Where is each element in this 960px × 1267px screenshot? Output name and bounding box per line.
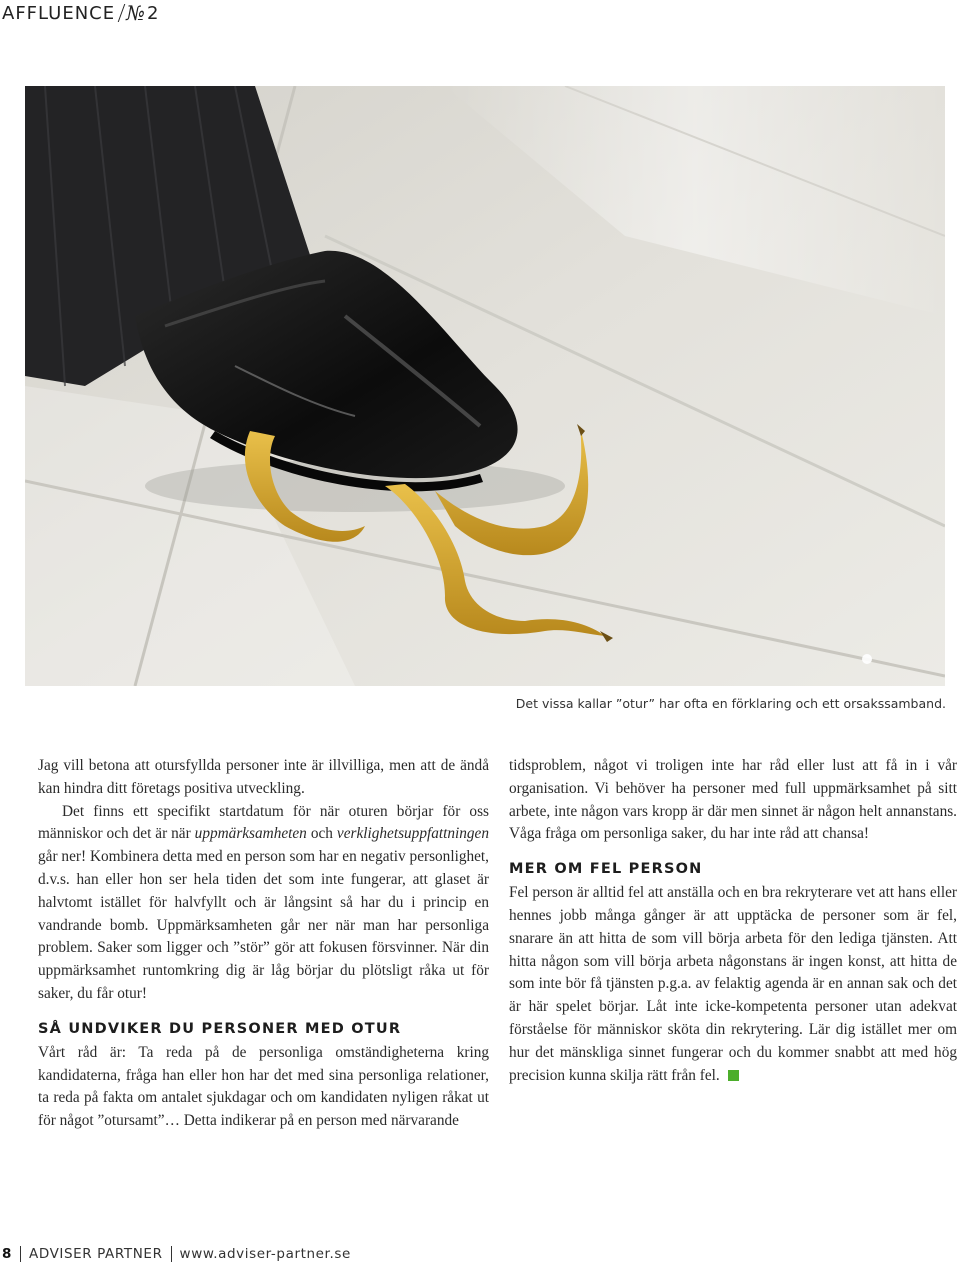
page-footer — [2, 1246, 351, 1262]
publication-name: ADVISER PARTNER — [29, 1246, 163, 1262]
emphasis-perception: verklighetsuppfattningen — [336, 825, 489, 843]
issue-number: 2 — [147, 2, 160, 24]
paragraph-continuation: tidsproblem, något vi troligen inte har råd eller lust att få in i vår organisation. Vi behöver ha personer med full uppmärksamhet på sitt arbete, inte någon vars kropp är där men sinnet är någon helt annanstans. Våga fråga om personliga saker, du har inte råd att chansa! — [509, 757, 957, 843]
paragraph-start-date — [38, 801, 489, 1006]
section-heading-avoid: SÅ UNDVIKER DU PERSONER MED OTUR — [38, 1020, 402, 1037]
website-link[interactable]: www.adviser-partner.se — [179, 1246, 351, 1262]
end-of-article-icon — [728, 1070, 739, 1081]
article-left-column — [38, 755, 489, 1133]
page-number: 8 — [2, 1246, 12, 1262]
article-right-column — [509, 755, 957, 1087]
masthead — [2, 0, 160, 26]
paragraph-text: och — [306, 825, 337, 843]
photo-caption: Det vissa kallar ”otur” har ofta en förklaring och ett orsakssamband. — [515, 696, 946, 711]
emphasis-attention: uppmärksamheten — [194, 825, 307, 843]
paragraph-text: går ner! Kombinera detta med en person som har en negativ personlighet, d.v.s. han eller hon ser hela tiden det som inte fungerar, att glaset är halvtomt istället för halvfyllt och är långsint så har du i princip en vandrande bomb. Uppmärksamheten går ner när man har personliga problem. Saker som ligger och ”stör” gör att fokusen försvinner. När din uppmärksamhet runtomkring dig är låg börjar du plötsligt råka ut för saker, du får otur! — [38, 848, 489, 1002]
article-photo — [25, 86, 945, 686]
shoe-on-banana-peel-illustration — [25, 86, 945, 686]
footer-divider — [20, 1246, 21, 1262]
paragraph-advice: Vårt råd är: Ta reda på de personliga omständigheterna kring kandidaterna, fråga han eller hon har det med sina personliga relationer, ta reda på fakta om antalet sjukdagar och om kandidaten nyligen råkat ut för något ”otursamt”… Detta indikerar på en person med närvarande — [38, 1043, 489, 1130]
magazine-title: AFFLUENCE — [2, 2, 116, 24]
paragraph-text: Det finns ett specifikt startdatum för när oturen börjar för oss människor och det är när — [38, 802, 489, 843]
paragraph-wrong-person — [509, 882, 957, 1087]
footer-divider — [171, 1246, 172, 1262]
paragraph-text: Fel person är alltid fel att anställa och en bra rekryterare vet att hans eller hennes jobb många gånger är att upptäcka de personer som är fel, snarare än att hitta de som vill börja arbeta för den lediga tjänsten. Att hitta någon som vill börja arbeta någonstans är ingen konst, att hitta de som inte bör få tjänsten p.g.a. av felaktig agenda är en annan sak och det är här spelet börjar. Låt inte icke-kompetenta personer utan adekvat förståelse för människor sköta din rekrytering. Lär dig istället mer om hur det mänskliga sinnet fungerar och du kommer snabbt att med hög precision kunna skilja rätt från fel. — [509, 884, 957, 1084]
issue-number-symbol: № — [126, 1, 146, 25]
section-heading-wrong-person: MER OM FEL PERSON — [509, 861, 703, 878]
masthead-divider — [118, 4, 126, 22]
paragraph-intro: Jag vill betona att otursfyllda personer inte är illvilliga, men att de ändå kan hindra ditt företags positiva utveckling. — [38, 757, 489, 797]
